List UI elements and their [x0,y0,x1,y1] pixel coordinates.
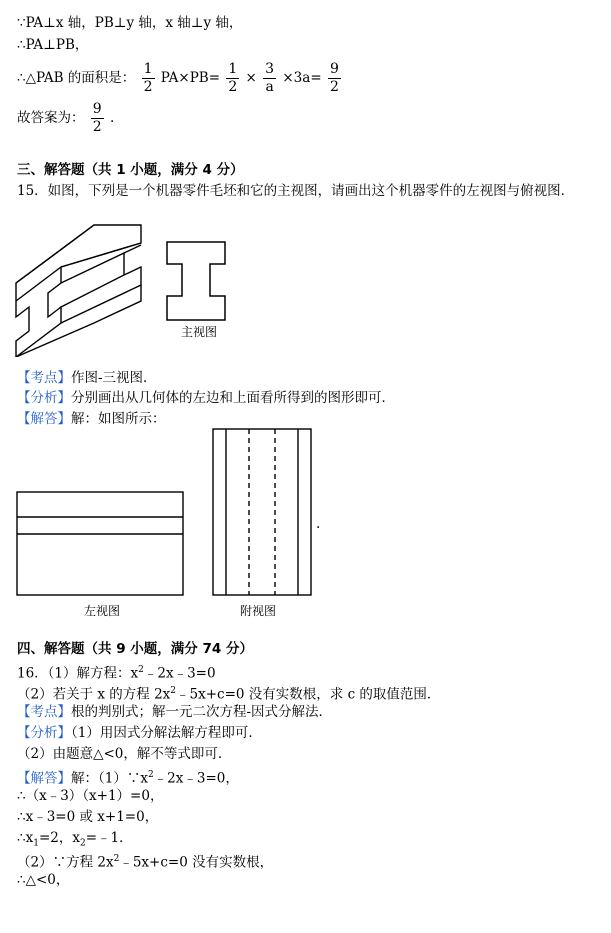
fraction [328,61,341,96]
denominator: 2 [228,79,238,95]
text-segment: . [110,110,115,126]
solution-step: ∴x﹣3=0 或 x+1=0， [17,809,159,825]
text-segment: =2，x [38,830,80,846]
fenxi-tag: 【分析】 [17,725,71,741]
numerator: 1 [228,61,238,77]
text-segment: ﹣2x﹣3=0 [143,665,216,682]
fenxi-tag: 【分析】 [17,390,71,406]
jieda-text: 解：如图所示： [71,411,166,427]
jieda-tag: 【解答】 [17,770,71,787]
text-segment: （2）若关于 x 的方程 2x [17,686,171,703]
text-segment: ﹣5x+c=0 没有实数根，求 c 的取值范围． [176,686,441,703]
fraction [142,61,155,96]
jieda-line [17,410,166,428]
question-16-part1 [17,661,216,683]
section-heading: 四、解答题（共 9 小题，满分 74 分） [17,641,253,657]
fraction [263,61,276,96]
text-segment: （2）∵方程 2x [17,854,114,871]
fraction [226,61,239,96]
kaodian-tag: 【考点】 [17,704,71,720]
subscript: 1 [33,838,39,849]
fenxi-line [17,724,262,742]
kaodian-text: 作图-三视图． [71,370,157,386]
kaodian-tag: 【考点】 [17,370,71,386]
main-view-label: 主视图 [181,325,218,339]
kaodian-line [17,703,332,721]
top-view-label: 附视图 [240,604,277,618]
text-segment: ∴x [17,830,34,846]
denominator: 2 [329,79,339,95]
solution-step: ∴（x﹣3）（x+1）=0， [17,788,164,804]
numerator: 9 [329,61,339,77]
text-segment: =﹣1． [85,830,133,846]
text-segment: 故答案为： [17,110,85,126]
text-segment: PA×PB= [160,70,221,86]
jieda-line [17,766,239,788]
question-15: 15．如图，下列是一个机器零件毛坯和它的主视图，请画出这个机器零件的左视图与俯视图． [17,183,575,199]
question-16-part2 [17,682,440,704]
numerator: 9 [92,101,102,117]
text-segment: × [245,70,257,86]
fenxi-line [17,389,395,407]
exponent: 2 [170,686,177,696]
trailing-period: . [316,516,321,532]
area-formula-line [17,60,343,96]
text-segment: ×3a= [282,70,322,86]
text-line: ∵PA⊥x 轴，PB⊥y 轴，x 轴⊥y 轴， [17,15,243,31]
denominator: 2 [143,79,153,95]
denominator: 2 [92,119,102,135]
exponent: 2 [147,770,154,780]
denominator: a [265,79,274,95]
solution-step: ∴△<0， [17,872,70,888]
fenxi-text: （1）用因式分解法解方程即可． [71,725,262,741]
fenxi-text: 分别画出从几何体的左边和上面看所得到的图形即可． [71,390,395,406]
kaodian-text: 根的判别式；解一元二次方程-因式分解法． [71,704,333,720]
subscript: 2 [79,838,86,849]
solution-step [17,850,273,872]
answer-line [17,100,114,136]
jieda-tag: 【解答】 [17,411,71,427]
text-segment: 16．（1）解方程：x [17,665,139,682]
machine-part-drawing [14,205,144,357]
numerator: 1 [143,61,153,77]
section-heading: 三、解答题（共 1 小题，满分 4 分） [17,162,244,178]
kaodian-line [17,369,157,387]
exponent: 2 [113,854,120,864]
text-line: ∴PA⊥PB， [17,37,89,53]
left-view-label: 左视图 [84,604,121,618]
text-segment: 解：（1）∵x [71,770,148,787]
numerator: 3 [265,61,275,77]
left-view-drawing [14,490,186,598]
text-segment: ﹣2x﹣3=0， [153,770,239,787]
text-segment: ﹣5x+c=0 没有实数根， [119,854,274,871]
top-view-drawing [210,426,314,598]
exponent: 2 [138,665,144,675]
text-segment: ∴△PAB 的面积是： [17,70,136,86]
fenxi-line-2: （2）由题意△<0，解不等式即可． [17,746,232,762]
fraction [91,101,104,136]
